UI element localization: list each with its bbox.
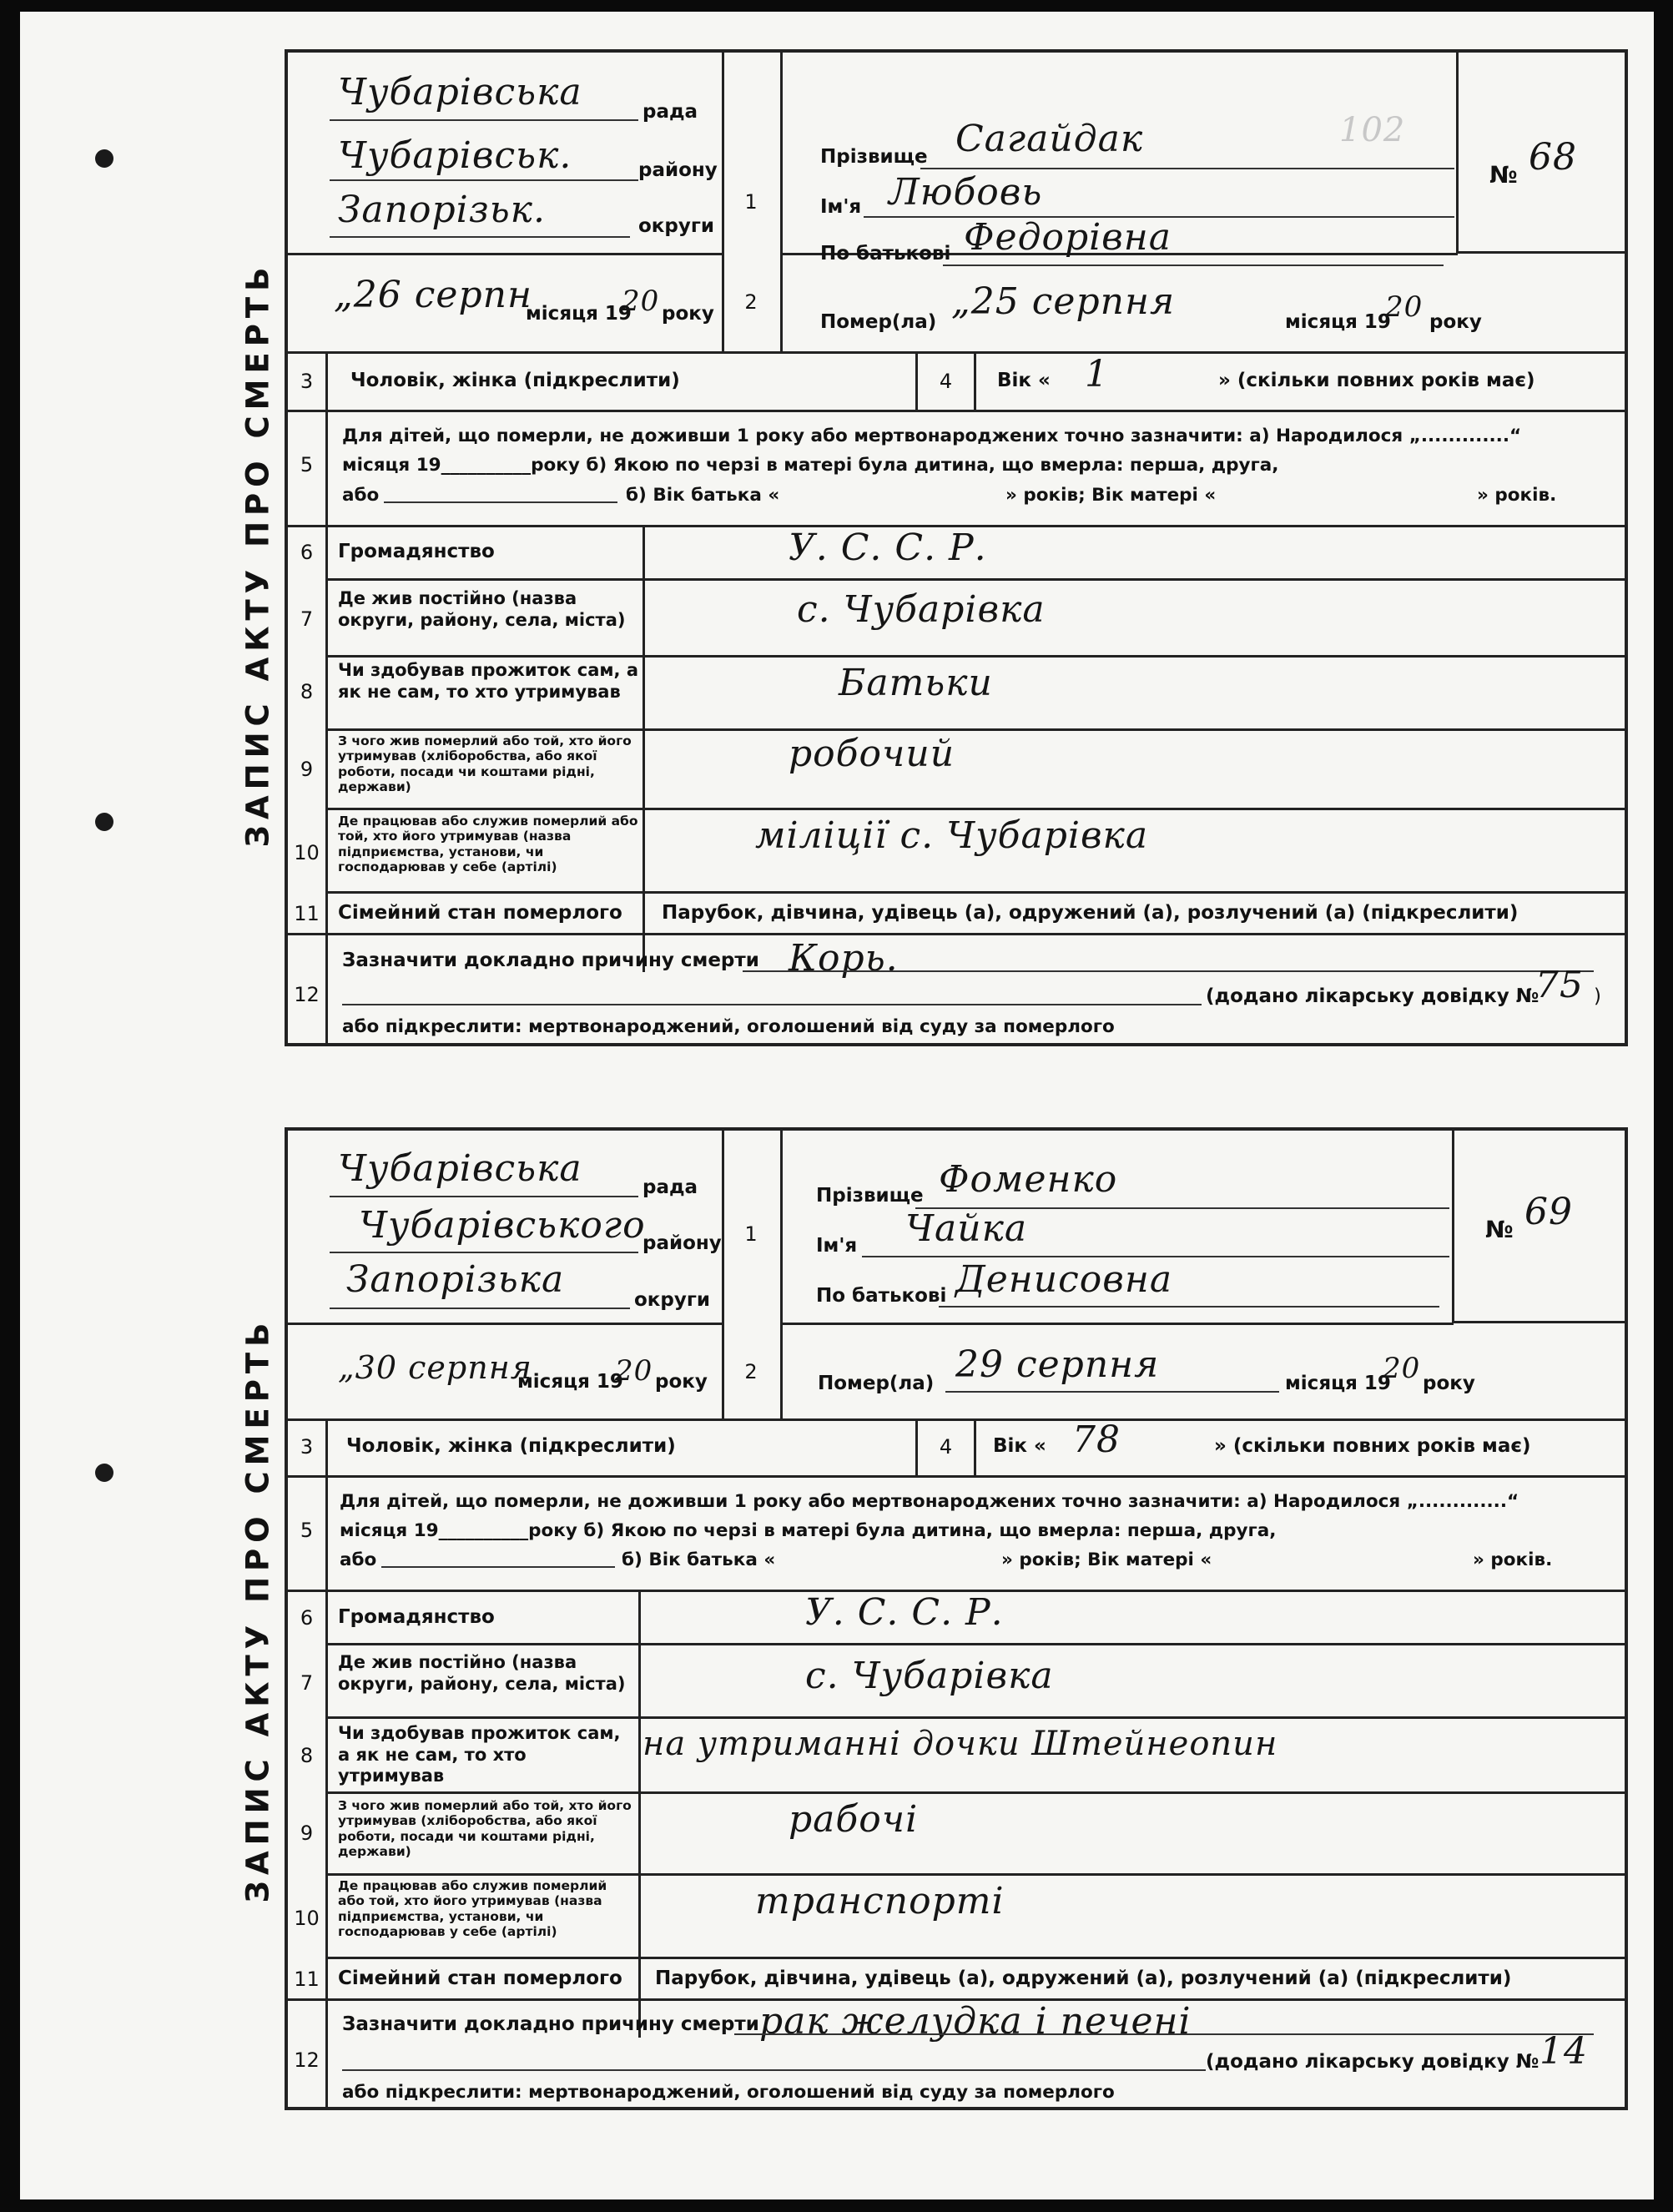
registration-date: „26 серпн (334, 274, 532, 316)
month-label: місяця 19 (526, 303, 632, 325)
name-value: Любовь (889, 171, 1043, 214)
surname-value: Фоменко (939, 1158, 1118, 1201)
citizenship-value: У. С. С. Р. (789, 527, 987, 569)
row-number: 10 (294, 841, 320, 864)
death-year: 20 (1385, 290, 1424, 324)
residence-label: Де жив постійно (назва округи, району, села, міста) (338, 588, 626, 630)
marital-options: Парубок, дівчина, удівець (а), одружений (а), розлучений (а) (підкреслити) (662, 902, 1519, 924)
residence-value: с. Чубарівка (797, 588, 1046, 631)
row-number: 5 (300, 1519, 314, 1542)
livelihood-label: З чого жив померлий або той, хто його утримував (хліборобства, або якої роботи, посади чи коштами рідні, держави) (338, 733, 632, 794)
year-label: року (662, 303, 714, 325)
patronymic-label: По батькові (820, 243, 951, 265)
stillborn-note: або підкреслити: мертвонароджений, оголошений від суду за померлого (342, 1016, 1115, 1037)
row-number: 6 (300, 1606, 314, 1630)
patronymic-value: Федорівна (964, 216, 1172, 259)
children-line-3d: » років. (1477, 485, 1557, 506)
year-label: року (655, 1371, 708, 1393)
raion-label: району (638, 159, 718, 181)
raion-label: району (642, 1232, 722, 1254)
children-line-3b: б) Вік батька « (622, 1549, 776, 1570)
row-number: 12 (294, 2048, 320, 2072)
age-label: Вік « (993, 1435, 1046, 1457)
stillborn-note: або підкреслити: мертвонароджений, оголошений від суду за померлого (342, 2082, 1115, 2103)
row-number: 2 (744, 1360, 758, 1383)
support-value: Батьки (839, 662, 993, 704)
support-label: Чи здобував прожиток сам, а як не сам, то хто утримував (338, 660, 638, 702)
month-label: місяця 19 (1285, 311, 1391, 333)
death-label: Помер(ла) (820, 311, 937, 333)
row-number: 3 (300, 370, 314, 393)
year-label: року (1429, 311, 1482, 333)
row-number: 8 (300, 680, 314, 703)
row-number: 2 (744, 290, 758, 314)
okruha-value: Запорізька (346, 1258, 565, 1301)
okruha-value: Запорізьк. (338, 189, 546, 231)
children-line-3d: » років. (1473, 1549, 1553, 1570)
rada-value: Чубарівська (338, 1147, 582, 1190)
row-number: 8 (300, 1744, 314, 1767)
children-line-3c: » років; Вік матері « (1001, 1549, 1212, 1570)
side-title: ЗАПИС АКТУ ПРО СМЕРТЬ (239, 1317, 276, 1902)
death-date: „25 серпня (951, 280, 1176, 323)
livelihood-value: робочий (789, 733, 955, 775)
workplace-value: міліції с. Чубарівка (755, 814, 1149, 857)
row-number: 7 (300, 1671, 314, 1695)
age-suffix: » (скільки повних років має) (1218, 370, 1535, 391)
citizenship-value: У. С. С. Р. (805, 1591, 1004, 1634)
cause-value: Корь. (789, 937, 899, 980)
age-suffix: » (скільки повних років має) (1214, 1435, 1531, 1457)
workplace-label: Де працював або служив померлий або той, хто його утримував (назва підприємства, установи, чи господарював у себе (артілі) (338, 814, 638, 874)
record-page (20, 12, 1654, 2199)
name-label: Ім'я (816, 1235, 858, 1257)
death-record-2 (285, 1127, 1628, 2110)
okruha-label: округи (638, 215, 715, 237)
punch-hole (95, 813, 113, 831)
certificate-value: 75 (1535, 964, 1584, 1006)
patronymic-value: Денисовна (955, 1258, 1173, 1301)
row-number: 3 (300, 1435, 314, 1459)
citizenship-label: Громадянство (338, 1606, 495, 1628)
row-number: 11 (294, 1968, 320, 1991)
patronymic-label: По батькові (816, 1285, 947, 1307)
death-record-1: Чубарівська рада Чубарівськ. району Запорізьк. округи 1 2 „26 серпн місяця 19 20 року Прізвище Сагайдак 102 Ім'я Любовь По батькові Федорівна № 68 Помер(ла) „25 серпня місяця 19 20 року 3 Чоловік, жінка (підкреслити) 4 Вік « 1 » (скільки повних років має) 5 Для дітей, що померли, не доживши 1 року або мертвонароджених точно зазначити: а) Народилося „.............“ місяця 19__________року б) Якою по черзі в матері була дитина, що вмерла: перша, друга, або б) Вік батька « » років; Вік матері « » років. 6 Громадянство У. С. С. Р. 7 Де жив постійно (назва округи, району, села, міста) с. Чубарівка 8 Чи здобував прожиток сам, а як не сам, то хто утримував Батьки 9 З чого жив померлий або той, хто його утримував (хліборобства, або якої роботи, посади чи коштами рідні, держави) робочий 10 Де працював або служив померлий або той, хто його утримував (назва підприємства, установи, чи господарював у себе (артілі) міліції с. Чубарівка 11 Сімейний стан померлого Парубок, дівчина, удівець (а), одружений (а), розлучений (а) (підкреслити) 12 Зазначити докладно причину смерти Корь. (додано лікарську довідку № 75 ) або підкреслити: мертвонароджений, оголошений від суду за померлого (285, 49, 1628, 1046)
rada-label: рада (642, 101, 698, 123)
year-label: року (1423, 1373, 1475, 1394)
row-number: 11 (294, 902, 320, 925)
row-number: 10 (294, 1907, 320, 1930)
row-number: 4 (939, 1435, 953, 1459)
punch-hole (95, 1464, 113, 1482)
livelihood-value: рабочі (789, 1798, 919, 1841)
marital-label: Сімейний стан померлого (338, 1968, 622, 1989)
surname-value: Сагайдак (955, 118, 1144, 160)
children-line-3c: » років; Вік матері « (1005, 485, 1217, 506)
raion-value: Чубарівського (359, 1204, 646, 1247)
citizenship-label: Громадянство (338, 541, 495, 562)
marital-label: Сімейний стан померлого (338, 902, 622, 924)
registration-year: 20 (622, 285, 660, 318)
row-number: 4 (939, 370, 953, 393)
marital-options: Парубок, дівчина, удівець (а), одружений (а), розлучений (а) (підкреслити) (655, 1968, 1512, 1989)
children-line-3b: б) Вік батька « (626, 485, 780, 506)
cause-value: рак желудка і печені (759, 2000, 1192, 2043)
residence-label: Де жив постійно (назва округи, району, села, міста) (338, 1652, 626, 1694)
cause-label: Зазначити докладно причину смерти (342, 950, 759, 971)
death-year: 20 (1383, 1352, 1421, 1385)
record-number: 69 (1524, 1191, 1573, 1233)
children-line-1: Для дітей, що померли, не доживши 1 року або мертвонароджених точно зазначити: а) Народилося „.............“ (342, 426, 1522, 446)
row-number: 5 (300, 453, 314, 476)
row-number: 12 (294, 983, 320, 1006)
name-value: Чайка (905, 1207, 1028, 1250)
age-value: 1 (1085, 353, 1109, 396)
registration-date: „30 серпня (338, 1349, 532, 1386)
workplace-label: Де працював або служив померлий або той, хто його утримував (назва підприємства, установи, чи господарював у себе (артілі) (338, 1878, 607, 1939)
certificate-label: (додано лікарську довідку № (1206, 985, 1539, 1007)
children-line-2: місяця 19__________року б) Якою по черзі в матері була дитина, що вмерла: перша, друга, (342, 455, 1279, 476)
age-value: 78 (1072, 1418, 1121, 1461)
row-number: 1 (744, 190, 758, 214)
number-label: № (1489, 161, 1518, 189)
name-label: Ім'я (820, 196, 862, 218)
raion-value: Чубарівськ. (338, 134, 572, 177)
livelihood-label: З чого жив померлий або той, хто його утримував (хліборобства, або якої роботи, посади чи коштами рідні, держави) (338, 1798, 632, 1859)
row-number: 9 (300, 1821, 314, 1845)
support-label: Чи здобував прожиток сам, а як не сам, то хто утримував (338, 1723, 621, 1786)
surname-label: Прізвище (816, 1185, 924, 1207)
sex-field: Чоловік, жінка (підкреслити) (350, 370, 680, 391)
rada-label: рада (642, 1177, 698, 1198)
residence-value: с. Чубарівка (805, 1655, 1054, 1697)
certificate-label: (додано лікарську довідку № (1206, 2051, 1539, 2073)
children-line-1: Для дітей, що померли, не доживши 1 року або мертвонароджених точно зазначити: а) Народилося „.............“ (340, 1491, 1519, 1512)
workplace-value: транспорті (755, 1880, 1005, 1922)
death-label: Помер(ла) (818, 1373, 935, 1394)
punch-hole (95, 149, 113, 168)
row-number: 6 (300, 541, 314, 564)
children-line-2: місяця 19__________року б) Якою по черзі в матері була дитина, що вмерла: перша, друга, (340, 1520, 1277, 1541)
month-label: місяця 19 (517, 1371, 623, 1393)
row-number: 7 (300, 607, 314, 631)
age-label: Вік « (997, 370, 1051, 391)
death-date: 29 серпня (955, 1343, 1160, 1386)
registration-year: 20 (615, 1354, 653, 1388)
children-line-3a: або (342, 485, 380, 506)
rada-value: Чубарівська (338, 71, 582, 113)
children-line-3a: або (340, 1549, 377, 1570)
row-number: 1 (744, 1222, 758, 1246)
cause-label: Зазначити докладно причину смерти (342, 2013, 759, 2035)
sex-field: Чоловік, жінка (підкреслити) (346, 1435, 676, 1457)
support-value: на утриманні дочки Штейнеопин (642, 1725, 1278, 1763)
certificate-value: 14 (1539, 2030, 1588, 2073)
record-number: 68 (1529, 136, 1577, 179)
okruha-label: округи (634, 1289, 711, 1311)
page-mark: 102 (1339, 111, 1406, 149)
number-label: № (1485, 1216, 1514, 1243)
month-label: місяця 19 (1285, 1373, 1391, 1394)
surname-label: Прізвище (820, 146, 928, 168)
side-title: ЗАПИС АКТУ ПРО СМЕРТЬ (239, 261, 276, 847)
row-number: 9 (300, 758, 314, 781)
